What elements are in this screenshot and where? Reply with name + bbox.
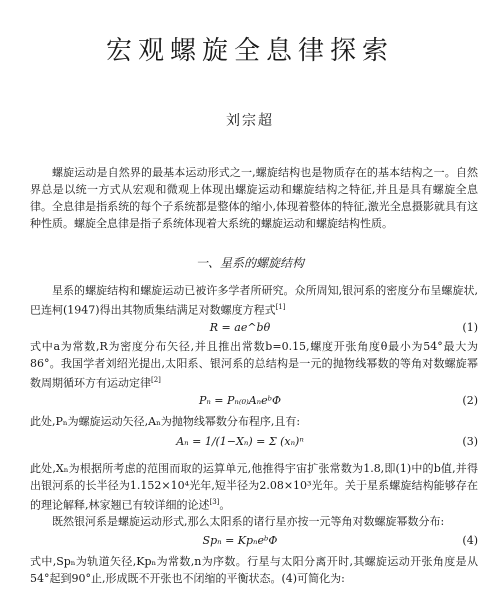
- equation-1-expr: R = ae^bθ: [209, 321, 271, 334]
- equation-4-number: (4): [462, 534, 478, 547]
- ref-2: [2]: [151, 376, 161, 384]
- paragraph-1: [30, 282, 478, 319]
- paragraph-4: 此处,Xₙ为根据所考虑的范围而取的运算单元,他推得宇宙扩张常数为1.8,即(1)中的b值,并得出银河系的长半径为1.152×10⁴光年,短半径为2.08×10³光年。关于星系螺旋结构能够存在的理论解释,林家翘已有较详细的论述[3]。: [30, 462, 478, 512]
- author-name: 刘宗超: [226, 113, 274, 129]
- paragraph-6: 式中,Spₙ为轨道矢径,Kpₙ为常数,n为序数。行星与太阳分离开时,其螺旋运动开张角度是从54°起到90°止,形成既不开张也不闭缩的平衡状态。(4)可简化为:: [30, 555, 478, 585]
- paragraph-4-text: 此处,Xₙ为根据所考虑的范围而取的运算单元,他推得宇宙扩张常数为1.8,即(1)中的b值,并得出银河系的长半径为1.152×10⁴光年,短半径为2.08×10³光年。关于星系螺旋结构能够存在的理论解释,林家翘已有较详细的论述: [30, 462, 478, 512]
- paragraph-2: [30, 338, 478, 392]
- equation-1: [30, 321, 478, 338]
- equation-4: [30, 534, 478, 551]
- equation-4-expr: Spₙ = KpₙeᵇΦ: [202, 534, 278, 547]
- equation-2-number: (2): [462, 394, 478, 407]
- paragraph-3: 此处,Pₙ为螺旋运动矢径,Aₙ为抛物线幂数分布程序,且有:: [30, 415, 301, 428]
- paper-title: 宏观螺旋全息律探索: [105, 36, 394, 66]
- paragraph-5: 既然银河系是螺旋运动形式,那么太阳系的诸行星亦按一元等角对数螺旋幂数分布:: [52, 515, 445, 528]
- section-heading: 一、星系的螺旋结构: [195, 256, 304, 270]
- ref-3: [3]: [209, 498, 220, 506]
- equation-1-number: (1): [462, 321, 478, 334]
- equation-3: [30, 435, 478, 452]
- equation-2: [30, 394, 478, 411]
- paragraph-1-text: 星系的螺旋结构和螺旋运动已被许多学者所研究。众所周知,银河系的密度分布呈螺旋状,巴连柯(1947)得出其物质集结满足对数螺度方程式: [30, 284, 478, 317]
- equation-3-expr: Aₙ = 1/(1−Xₙ) = Σ (xₙ)ⁿ: [176, 435, 304, 448]
- equation-3-number: (3): [462, 435, 478, 448]
- intro-paragraph: 螺旋运动是自然界的最基本运动形式之一,螺旋结构也是物质存在的基本结构之一。自然界总是以统一方式从宏观和微观上体现出螺旋运动和螺旋结构之特征,并且是具有螺旋全息律。全息律是指系统的每个子系统都是整体的缩小,体现着整体的特征,激光全息摄影就具有这种性质。螺旋全息律是指子系统体现着大系统的螺旋运动和螺旋结构性质。: [30, 166, 478, 230]
- paragraph-2-text: 式中a为常数,R为密度分布矢径,并且推出常数b=0.15,螺度开张角度θ最小为54°最大为86°。我国学者刘绍光提出,太阳系、银河系的总结构是一元的抛物线幂数的等角对数螺旋幂数周期循环方有运动定律: [30, 340, 478, 390]
- equation-2-expr: Pₙ = Pₙ₍₀₎AₙeᵇΦ: [198, 394, 282, 407]
- ref-1: [1]: [275, 303, 286, 311]
